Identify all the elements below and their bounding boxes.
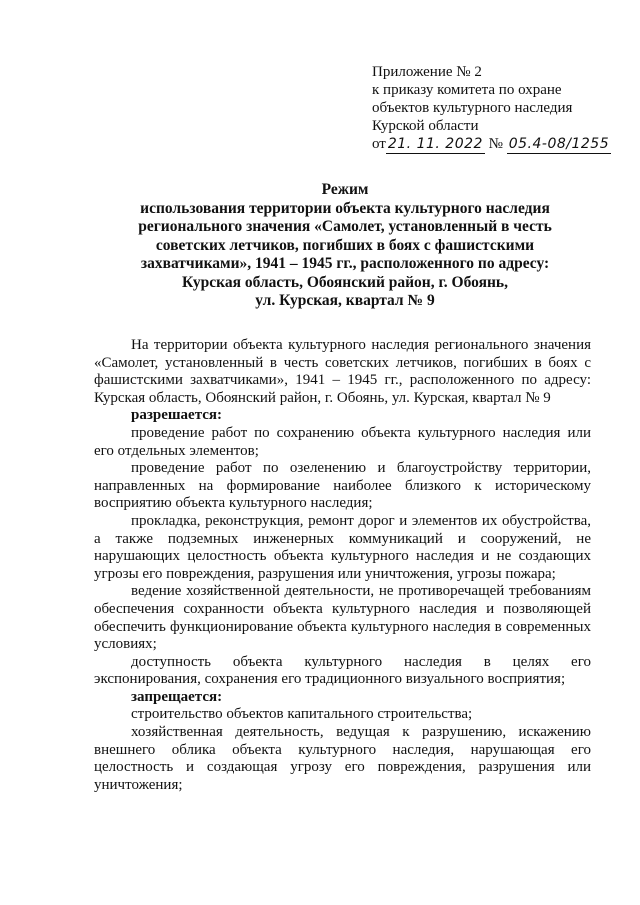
prohibited-item: строительство объектов капитального строительства; [131,706,473,723]
appendix-number: Приложение № 2 [372,64,482,80]
title-line-1: использования территории объекта культурного наследия [140,199,550,217]
document-body [94,337,591,794]
handwritten-order-number: 05.4-08/1255 [508,136,610,152]
intro-paragraph: На территории объекта культурного наследия регионального значения «Самолет, установленный в честь советских летчиков, погибших в боях с фашистскими захватчиками», 1941 – 1945 гг., расположенного по адресу: Курская область, Обоянский район, г. Обоянь, ул. Курская, квартал № 9 [94,337,591,406]
title-line-6: ул. Курская, квартал № 9 [255,292,435,309]
allowed-item: проведение работ по озеленению и благоустройству территории, направленных на формирование наиболее близкого к историческому восприятию объекта культурного наследия; [94,460,591,512]
title-heading: Режим [321,181,369,198]
date-prefix: от [372,136,386,152]
title-line-4: захватчиками», 1941 – 1945 гг., расположенного по адресу: [140,255,550,272]
allowed-item: прокладка, реконструкция, ремонт дорог и элементов их обустройства, а также подземных инженерных коммуникаций и сооружений, не нарушающих целостность объекта культурного наследия и не создающих угрозы его повреждения, разрушения или уничтожения, угрозы пожара; [94,512,591,582]
appendix-region-line: Курской области [372,118,479,134]
allowed-item: ведение хозяйственной деятельности, не противоречащей требованиям обеспечения сохранности объекта культурного наследия и позволяющей обеспечить функционирование объекта культурного наследия в современных условиях; [94,583,591,653]
number-sign: № [488,136,503,152]
appendix-order-line: к приказу комитета по охране [372,82,562,98]
prohibited-item: хозяйственная деятельность, ведущая к разрушению, искажению внешнего облика объекта культурного наследия, нарушающая его целостность и создающая угрозу его повреждения, разрушения или уничтожения; [94,724,591,793]
title-line-3: советских летчиков, погибших в боях с фашистскими [155,236,535,254]
prohibited-label: запрещается: [131,688,223,705]
title-line-2: регионального значения «Самолет, установленный в честь [138,218,552,235]
allowed-label: разрешается: [131,407,223,424]
allowed-item: проведение работ по сохранению объекта культурного наследия или его отдельных элементов; [94,424,591,459]
appendix-date-line [372,135,622,154]
handwritten-date: 21. 11. 2022 [387,136,483,152]
title-line-5: Курская область, Обоянский район, г. Обоянь, [182,273,508,291]
document-title [100,181,590,311]
allowed-item: доступность объекта культурного наследия в целях его экспонирования, сохранения его традиционного визуального восприятия; [94,653,591,688]
appendix-committee-line: объектов культурного наследия [372,100,573,116]
appendix-header [372,63,622,154]
